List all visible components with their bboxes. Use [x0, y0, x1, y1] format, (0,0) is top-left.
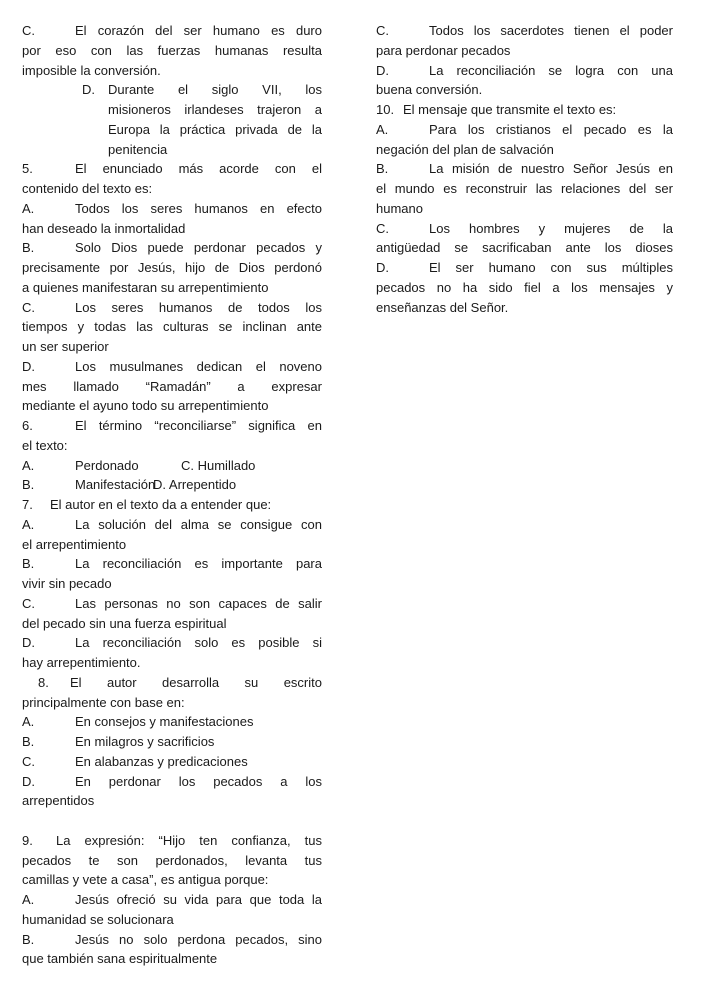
question-line	[22, 752, 322, 772]
item-label: B.	[22, 240, 35, 256]
item-label: B.	[22, 734, 35, 749]
text-line	[22, 811, 322, 831]
item-text: Jesús ofreció su vida para que toda la	[75, 892, 322, 907]
item-text: La reconciliación es importante para	[75, 556, 322, 572]
second-option: D. Arrepentido	[153, 477, 237, 493]
text-line	[22, 337, 322, 357]
item-text: En consejos y manifestaciones	[75, 714, 254, 730]
text-line	[22, 140, 322, 160]
item-label: B.	[22, 931, 35, 947]
item-text: El mensaje que transmite el texto es:	[403, 102, 617, 117]
item-label: 6.	[22, 418, 33, 433]
item-text: penitencia	[108, 141, 168, 157]
text-line	[22, 851, 322, 871]
item-text: el mundo es reconstruir las relaciones del ser	[376, 181, 673, 196]
question-line	[22, 456, 322, 476]
item-text: Las personas no son capaces de salir	[75, 595, 322, 611]
text-line	[22, 61, 322, 81]
item-text: el texto:	[22, 437, 68, 453]
question-line	[376, 120, 673, 140]
item-text: por eso con las fuerzas humanas resulta	[22, 42, 322, 58]
item-text: Solo Dios puede perdonar pecados y	[75, 240, 322, 256]
text-line	[22, 219, 322, 239]
item-label: A.	[22, 516, 35, 532]
item-label: C.	[22, 753, 35, 769]
item-text: El autor en el texto da a entender que:	[50, 497, 272, 512]
question-line	[22, 594, 322, 614]
item-text: En perdonar los pecados a los	[75, 773, 322, 789]
item-text: El término “reconciliarse” significa en	[75, 418, 322, 433]
item-text: La solución del alma se consigue con	[75, 516, 322, 532]
item-text: han deseado la inmortalidad	[22, 220, 186, 236]
item-text: En alabanzas y predicaciones	[75, 753, 248, 769]
item-text: Jesús no solo perdona pecados, sino	[75, 931, 322, 947]
item-text: En milagros y sacrificios	[75, 734, 215, 749]
text-line	[22, 535, 322, 555]
text-line	[22, 436, 322, 456]
question-line	[22, 80, 322, 100]
item-label: D.	[376, 260, 389, 275]
item-label: C.	[376, 220, 389, 236]
text-line	[22, 278, 322, 298]
text-line	[22, 396, 322, 416]
item-text: La expresión: “Hijo ten confianza, tus	[56, 832, 322, 848]
text-line	[22, 949, 322, 969]
item-text: pecados te son perdonados, levanta tus	[22, 852, 322, 868]
item-label: A.	[22, 200, 35, 216]
item-text: arrepentidos	[22, 793, 95, 809]
item-text: Perdonado	[75, 457, 139, 473]
text-line	[22, 693, 322, 713]
item-label: B.	[22, 477, 35, 493]
text-line	[22, 870, 322, 890]
question-line	[22, 199, 322, 219]
question-line	[376, 100, 673, 120]
item-text: Todos los sacerdotes tienen el poder	[429, 23, 673, 38]
question-line	[22, 475, 322, 495]
question-line	[376, 21, 673, 41]
item-text: principalmente con base en:	[22, 694, 185, 710]
question-line	[22, 238, 322, 258]
item-text: que también sana espiritualmente	[22, 951, 218, 967]
text-line	[22, 377, 322, 397]
second-option: C. Humillado	[181, 457, 256, 473]
question-line	[22, 673, 322, 693]
text-line	[22, 574, 322, 594]
item-text: misioneros irlandeses trajeron a	[108, 102, 322, 117]
item-label: C.	[22, 299, 35, 315]
item-text: mes llamado “Ramadán” a expresar	[22, 378, 322, 394]
item-text: El enunciado más acorde con el	[75, 161, 322, 177]
item-text: camillas y vete a casa”, es antigua porque:	[22, 872, 269, 888]
text-line	[22, 100, 322, 120]
question-line	[22, 890, 322, 910]
item-text: Europa la práctica privada de la	[108, 121, 322, 137]
item-label: D.	[376, 62, 389, 78]
question-line	[376, 61, 673, 81]
question-line	[22, 515, 322, 535]
question-line	[22, 930, 322, 950]
text-line	[376, 238, 673, 258]
text-line	[22, 179, 322, 199]
text-line	[376, 41, 673, 61]
item-label: 10.	[376, 102, 395, 117]
item-text: un ser superior	[22, 339, 109, 354]
item-text: Todos los seres humanos en efecto	[75, 200, 322, 216]
text-line	[22, 614, 322, 634]
text-line	[22, 910, 322, 930]
question-line	[22, 554, 322, 574]
item-label: C.	[22, 23, 35, 38]
item-text: Los seres humanos de todos los	[75, 299, 322, 315]
text-line	[22, 41, 322, 61]
item-text: contenido del texto es:	[22, 181, 153, 196]
question-line	[376, 159, 673, 179]
left-column	[22, 21, 322, 969]
item-text: imposible la conversión.	[22, 62, 161, 78]
question-line	[22, 159, 322, 179]
item-label: 9.	[22, 832, 33, 848]
item-text: a quienes manifestaran su arrepentimiento	[22, 279, 269, 295]
question-line	[376, 258, 673, 278]
item-text: negación del plan de salvación	[376, 141, 554, 157]
item-text: el arrepentimiento	[22, 536, 127, 552]
item-text: La reconciliación solo es posible si	[75, 635, 322, 651]
item-label: D.	[82, 82, 95, 98]
text-line	[22, 317, 322, 337]
item-text: Para los cristianos el pecado es la	[429, 121, 673, 137]
item-text: buena conversión.	[376, 82, 483, 98]
item-label: A.	[22, 457, 35, 473]
item-text: La misión de nuestro Señor Jesús en	[429, 161, 673, 177]
question-line	[22, 772, 322, 792]
item-text: tiempos y todas las culturas se inclinan ante	[22, 319, 322, 335]
item-label: A.	[22, 892, 35, 907]
item-text: El ser humano con sus múltiples	[429, 260, 673, 275]
text-line	[376, 278, 673, 298]
item-label: 8.	[38, 674, 49, 690]
question-line	[22, 732, 322, 752]
item-text: pecados no ha sido fiel a los mensajes y	[376, 279, 673, 295]
item-text: Durante el siglo VII, los	[108, 82, 322, 98]
text-line	[376, 80, 673, 100]
question-line	[22, 495, 322, 515]
text-line	[22, 120, 322, 140]
text-line	[376, 140, 673, 160]
item-text: del pecado sin una fuerza espiritual	[22, 615, 227, 631]
question-line	[22, 831, 322, 851]
item-label: C.	[22, 595, 35, 611]
item-text: El corazón del ser humano es duro	[75, 23, 322, 38]
item-text: humano	[376, 200, 423, 216]
text-line	[22, 258, 322, 278]
item-label: 7.	[22, 497, 33, 512]
item-label: D.	[22, 358, 35, 374]
right-column	[376, 21, 673, 317]
question-line	[22, 21, 322, 41]
item-text: mediante el ayuno todo su arrepentimiento	[22, 398, 269, 414]
item-label: A.	[376, 121, 389, 137]
item-text: El autor desarrolla su escrito	[70, 674, 322, 690]
item-label: 5.	[22, 161, 33, 177]
text-line	[22, 791, 322, 811]
text-line	[22, 653, 322, 673]
item-text: Los hombres y mujeres de la	[429, 220, 673, 236]
item-text: antigüedad se sacrificaban ante los dioses	[376, 240, 673, 256]
item-text: precisamente por Jesús, hijo de Dios perdonó	[22, 260, 322, 275]
question-line	[376, 219, 673, 239]
question-line	[22, 633, 322, 653]
text-line	[376, 199, 673, 219]
item-text	[22, 811, 322, 831]
question-line	[22, 298, 322, 318]
item-label: C.	[376, 23, 389, 38]
item-text: Los musulmanes dedican el noveno	[75, 358, 322, 374]
item-label: B.	[376, 161, 389, 177]
item-label: B.	[22, 556, 35, 572]
item-text: hay arrepentimiento.	[22, 655, 141, 670]
item-label: D.	[22, 773, 35, 789]
item-label: D.	[22, 635, 35, 651]
item-label: A.	[22, 714, 35, 730]
question-line	[22, 712, 322, 732]
question-line	[22, 416, 322, 436]
item-text: humanidad se solucionara	[22, 911, 174, 927]
item-text: para perdonar pecados	[376, 42, 511, 58]
item-text: La reconciliación se logra con una	[429, 62, 673, 78]
text-line	[376, 298, 673, 318]
item-text: Manifestación	[75, 477, 156, 493]
text-line	[376, 179, 673, 199]
item-text: enseñanzas del Señor.	[376, 299, 509, 315]
question-line	[22, 357, 322, 377]
item-text: vivir sin pecado	[22, 576, 112, 591]
